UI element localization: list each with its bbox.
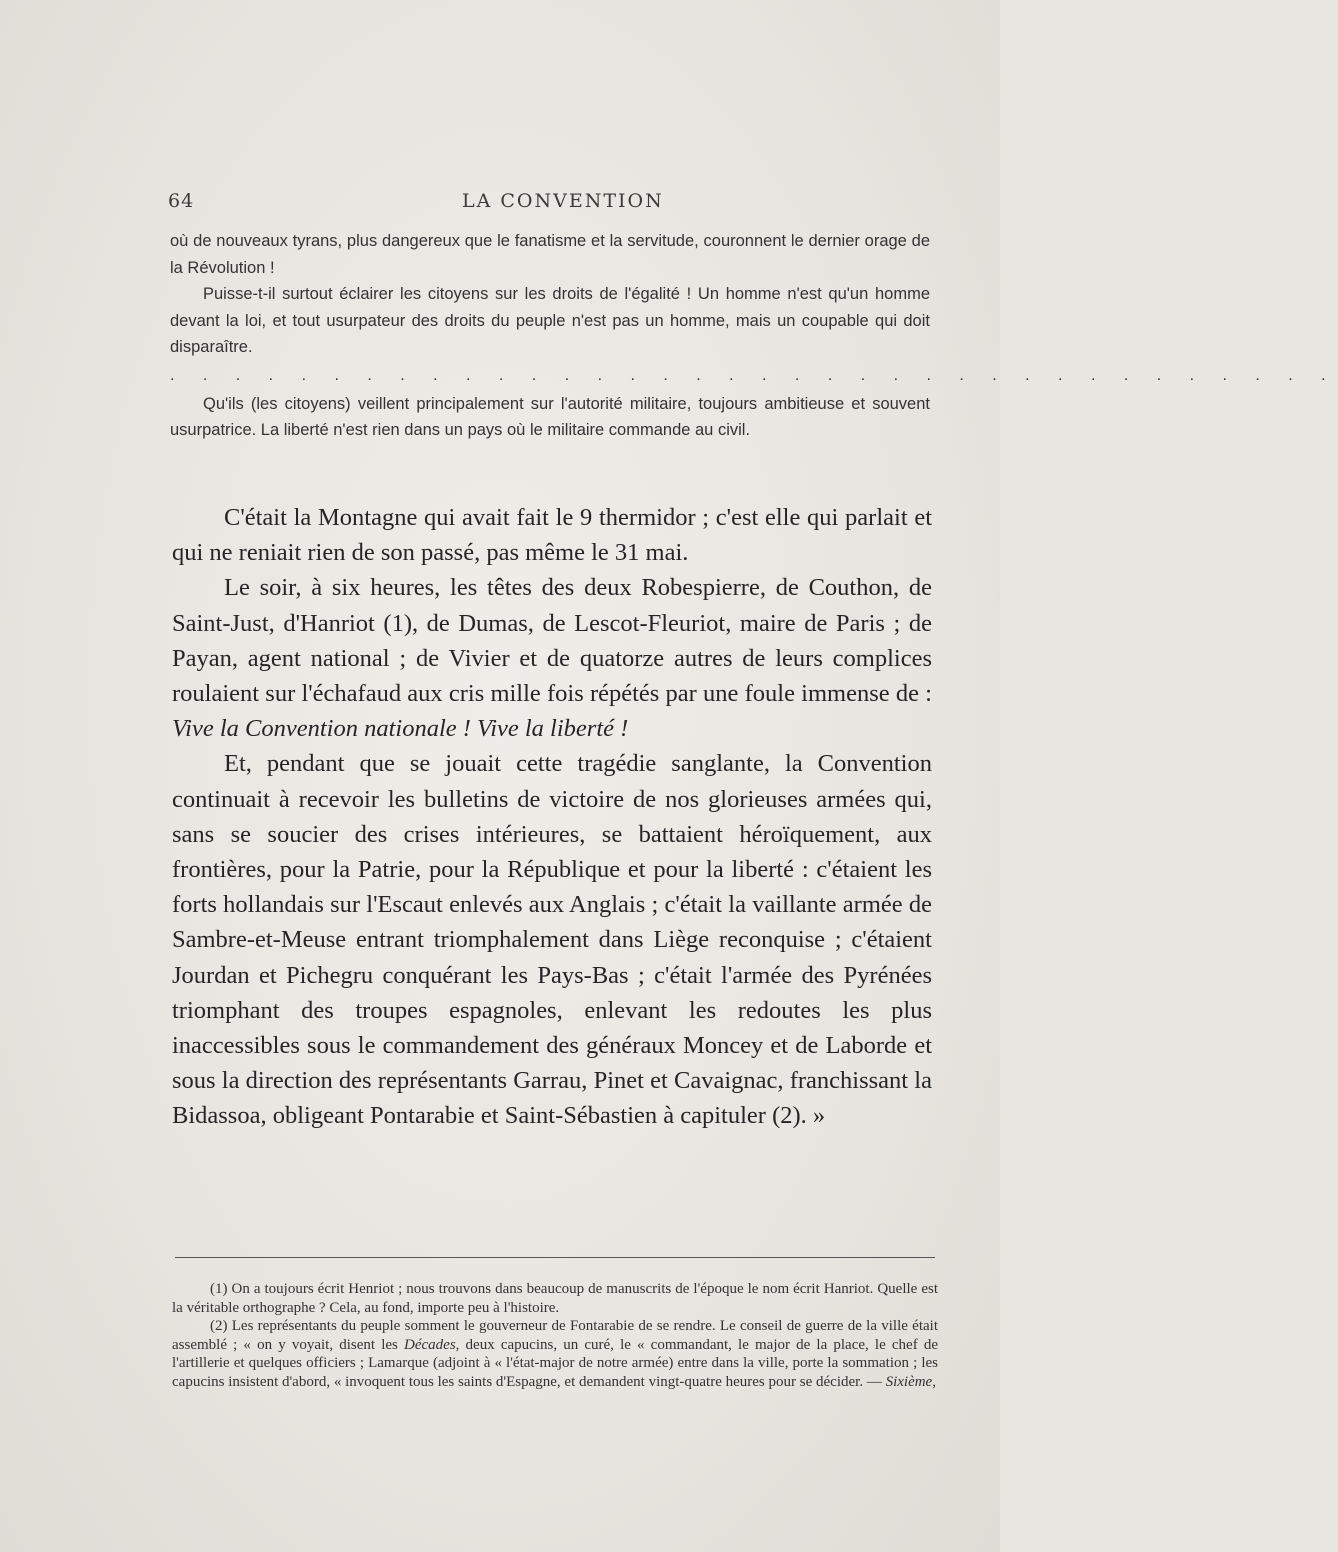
footnote-2-text-start: (2) Les représentants du peuple somment le gouverneur de Fontarabie de se rendre. Le conseil de guerre de la ville était assemblé ; « on y voyait, disent les	[172, 1318, 938, 1353]
footnote-2	[172, 1317, 938, 1391]
body-paragraph-2	[172, 570, 932, 746]
quote-paragraph-3: Qu'ils (les citoyens) veillent principalement sur l'autorité militaire, toujours ambitieuse et souvent usurpatrice. La liberté n'est rien dans un pays où le militaire commande au civil.	[170, 394, 930, 439]
quote-paragraph-2: Puisse-t-il surtout éclairer les citoyens sur les droits de l'égalité ! Un homme n'est qu'un homme devant la loi, et tout usurpateur des droits du peuple n'est pas un homme, mais un coupable qui doit disparaître.	[170, 285, 930, 356]
footnotes	[172, 1280, 938, 1391]
footnote-1: (1) On a toujours écrit Henriot ; nous trouvons dans beaucoup de manuscrits de l'époque le nom écrit Hanriot. Quelle est la véritable orthographe ? Cela, au fond, importe peu à l'histoire.	[172, 1281, 938, 1316]
body-paragraph-2-text: Le soir, à six heures, les têtes des deux Robespierre, de Couthon, de Saint-Just, d'Hanriot (1), de Dumas, de Lescot-Fleuriot, maire de Paris ; de Payan, agent national ; de Vivier et de quatorze autres de leurs complices roulaient sur l'échafaud aux cris mille fois répétés par une foule immense de :	[172, 574, 932, 708]
quote-paragraph-1: où de nouveaux tyrans, plus dangereux que le fanatisme et la servitude, couronnent le dernier orage de la Révolution !	[170, 232, 930, 277]
main-text	[172, 500, 932, 1134]
crowd-cry: Vive la Convention nationale ! Vive la liberté !	[172, 715, 629, 743]
body-paragraph-1: C'était la Montagne qui avait fait le 9 thermidor ; c'est elle qui parlait et qui ne reniait rien de son passé, pas même le 31 mai.	[172, 504, 932, 567]
quoted-passage	[170, 228, 1338, 444]
footnote-2-signature: Sixième,	[885, 1373, 936, 1390]
footnote-2-text-end: , deux capucins, un curé, le « commandant, le major de la place, le chef de l'artillerie et quelques officiers ; Lamarque (adjoint à « l'état-major de notre armée) entre dans la ville, porte la sommation ; les capucins insistent d'abord, « invoquent tous les saints d'Espagne, et demandent vingt-quatre heures pour se décider. —	[172, 1336, 938, 1390]
running-title: LA CONVENTION	[462, 190, 664, 212]
footnote-2-source: Décades	[404, 1336, 456, 1353]
page-number: 64	[168, 190, 195, 212]
ellipsis-separator: . . . . . . . . . . . . . . . . . . . . . . . . . . . . . . . . . . . .	[170, 366, 1338, 384]
footnote-divider	[175, 1257, 935, 1258]
body-paragraph-3: Et, pendant que se jouait cette tragédie sanglante, la Convention continuait à recevoir les bulletins de victoire de nos glorieuses armées qui, sans se soucier des crises intérieures, se battaient héroïquement, aux frontières, pour la Patrie, pour la République et pour la liberté : c'étaient les forts hollandais sur l'Escaut enlevés aux Anglais ; c'était la vaillante armée de Sambre-et-Meuse entrant triomphalement dans Liège reconquise ; c'étaient Jourdan et Pichegru conquérant les Pays-Bas ; c'était l'armée des Pyrénées triomphant des troupes espagnoles, enlevant les redoutes les plus inaccessibles sous le commandement des généraux Moncey et de Laborde et sous la direction des représentants Garrau, Pinet et Cavaignac, franchissant la Bidassoa, obligeant Pontarabie et Saint-Sébastien à capituler (2). »	[172, 750, 932, 1130]
